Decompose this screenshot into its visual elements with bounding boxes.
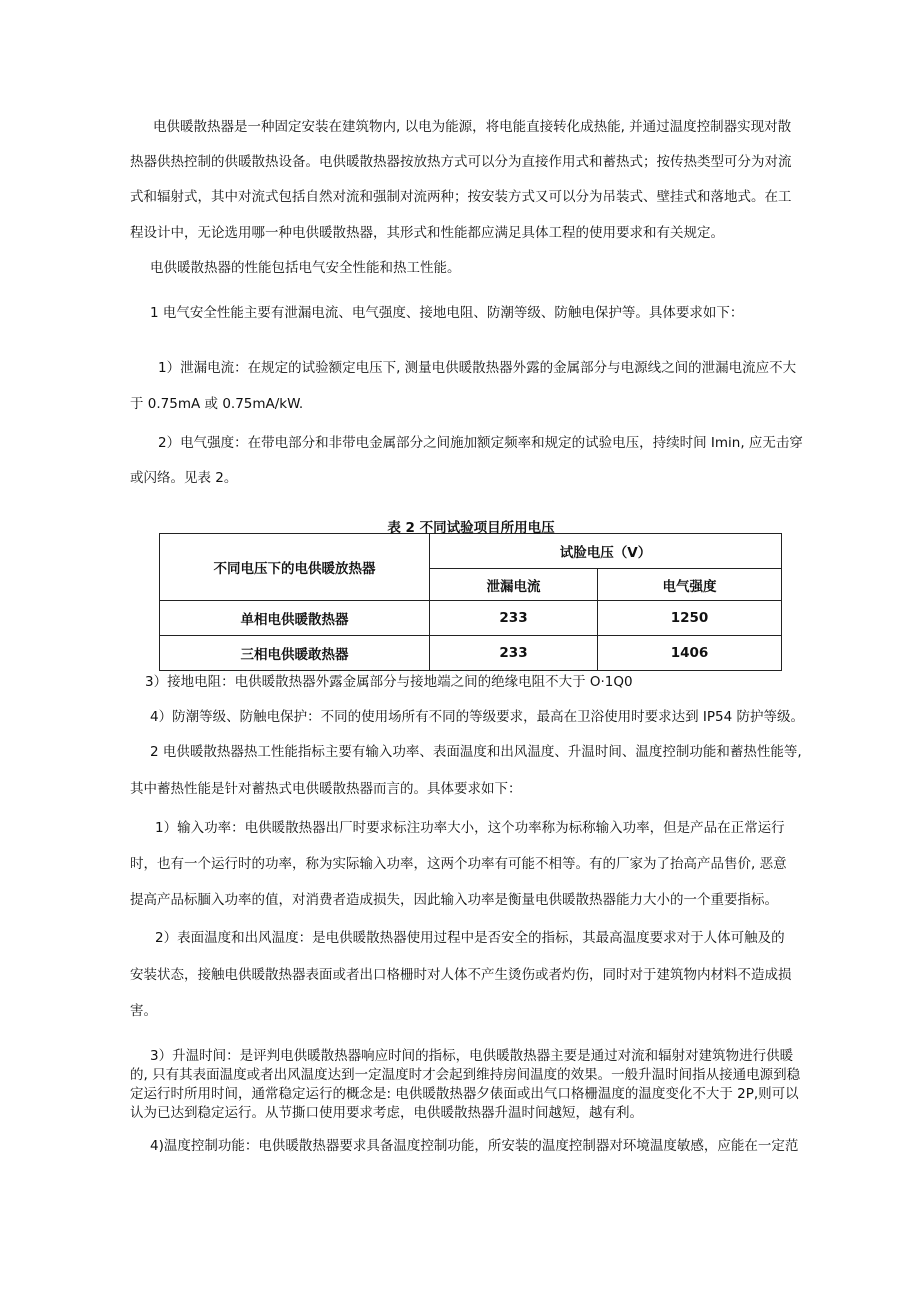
paragraph-line: 3）升温时间：是评判电供暖散热器响应时间的指标，电供暖散热器主要是通过对流和辐射对建筑物进行供暖 bbox=[150, 1048, 794, 1064]
paragraph-line: 2 电供暖散热器热工性能指标主要有输入功率、表面温度和出风温度、升温时间、温度控制功能和蓄热性能等, bbox=[150, 744, 802, 760]
paragraph-line: 程设计中，无论选用哪一种电供暖散热器，其形式和性能都应满足具体工程的使用要求和有关规定。 bbox=[130, 225, 724, 241]
paragraph-line: 2）表面温度和出风温度：是电供暖散热器使用过程中是否安全的指标，其最高温度要求对于人体可触及的 bbox=[155, 930, 785, 946]
test-voltage-table bbox=[159, 533, 782, 671]
row-label-cell: 单相电供暖散热器 bbox=[160, 601, 430, 636]
paragraph-line: 4）防潮等级、防触电保护：不同的使用场所有不同的等级要求，最高在卫浴使用时要求达到 IP54 防护等级。 bbox=[150, 709, 804, 725]
paragraph-line: 时，也有一个运行时的功率，称为实际输入功率，这两个功率有可能不相等。有的厂家为了抬高产品售价, 恶意 bbox=[130, 856, 787, 872]
paragraph-line: 安装状态，接触电供暖散热器表面或者出口格栅时对人体不产生烫伤或者灼伤，同时对于建筑物内材料不造成损 bbox=[130, 967, 792, 983]
paragraph-line: 1）输入功率：电供暖散热器出厂时要求标注功率大小，这个功率称为标称输入功率，但是产品在正常运行 bbox=[155, 820, 785, 836]
paragraph-line: 1 电气安全性能主要有泄漏电流、电气强度、接地电阻、防潮等级、防触电保护等。具体要求如下： bbox=[150, 305, 744, 321]
paragraph-line: 热器供热控制的供暖散热设备。电供暖散热器按放热方式可以分为直接作用式和蓄热式；按传热类型可分为对流 bbox=[130, 154, 792, 170]
row-label-cell: 三相电供暖敢热器 bbox=[160, 636, 430, 671]
table-title: 表 2 不同试验项目所用电压 bbox=[387, 520, 555, 536]
paragraph-line: 或闪络。见表 2。 bbox=[130, 470, 238, 486]
paragraph-line: 3）接地电阻：电供暖散热器外露金属部分与接地端之间的绝缘电阻不大于 O·1Q0 bbox=[145, 674, 633, 690]
paragraph-line: 1）泄漏电流：在规定的试验额定电压下, 测量电供暖散热器外露的金属部分与电源线之间的泄漏电流应不大 bbox=[158, 360, 797, 376]
value-cell: 1406 bbox=[598, 636, 782, 671]
table-row bbox=[160, 601, 782, 636]
paragraph-line: 提高产品标腼入功率的值，对消费者造成损失，因此输入功率是衡量电供暖散热器能力大小的一个重要指标。 bbox=[130, 892, 778, 908]
column-header-cell: 泄漏电流 bbox=[430, 569, 598, 601]
row-header-cell: 不同电压下的电供暖放热器 bbox=[160, 534, 430, 601]
paragraph-line: 2）电气强度：在带电部分和非带电金属部分之间施加额定频率和规定的试验电压，持续时间 Imin, 应无击穿 bbox=[158, 435, 803, 451]
group-header-cell: 试脸电压（V） bbox=[430, 534, 782, 569]
paragraph-line: 其中蓄热性能是针对蓄热式电供暖散热器而言的。具体要求如下： bbox=[130, 781, 522, 797]
value-cell: 233 bbox=[430, 601, 598, 636]
paragraph-line: 认为已达到稳定运行。从节撕口使用要求考虑，电供暖散热器升温时间越短，越有利。 bbox=[130, 1105, 643, 1121]
paragraph-line: 4)温度控制功能：电供暖散热器要求具备温度控制功能，所安装的温度控制器对环境温度敏感，应能在一定范 bbox=[150, 1138, 799, 1154]
paragraph-line: 式和辐射式，其中对流式包括自然对流和强制对流两种；按安装方式又可以分为吊装式、壁挂式和落地式。在工 bbox=[130, 189, 792, 205]
paragraph-line: 定运行时所用时间，通常稳定运行的概念是: 电供暖散热器夕俵面或出气口格栅温度的温度变化不大于 2P,则可以 bbox=[130, 1086, 799, 1102]
paragraph-line: 的, 只有其表面温度或者出风温度达到一定温度时才会起到维持房间温度的效果。一般升温时间指从接通电源到稳 bbox=[130, 1067, 801, 1083]
paragraph-line: 害。 bbox=[130, 1003, 157, 1019]
value-cell: 233 bbox=[430, 636, 598, 671]
paragraph-line: 电供暖散热器的性能包括电气安全性能和热工性能。 bbox=[150, 260, 461, 276]
paragraph-line: 于 0.75mA 或 0.75mA/kW. bbox=[130, 396, 304, 412]
paragraph-line: 电供暖散热器是一种固定安装在建筑物内, 以电为能源，将电能直接转化成热能, 并通过温度控制器实现对散 bbox=[153, 119, 792, 135]
column-header-cell: 电气强度 bbox=[598, 569, 782, 601]
table-row bbox=[160, 636, 782, 671]
value-cell: 1250 bbox=[598, 601, 782, 636]
